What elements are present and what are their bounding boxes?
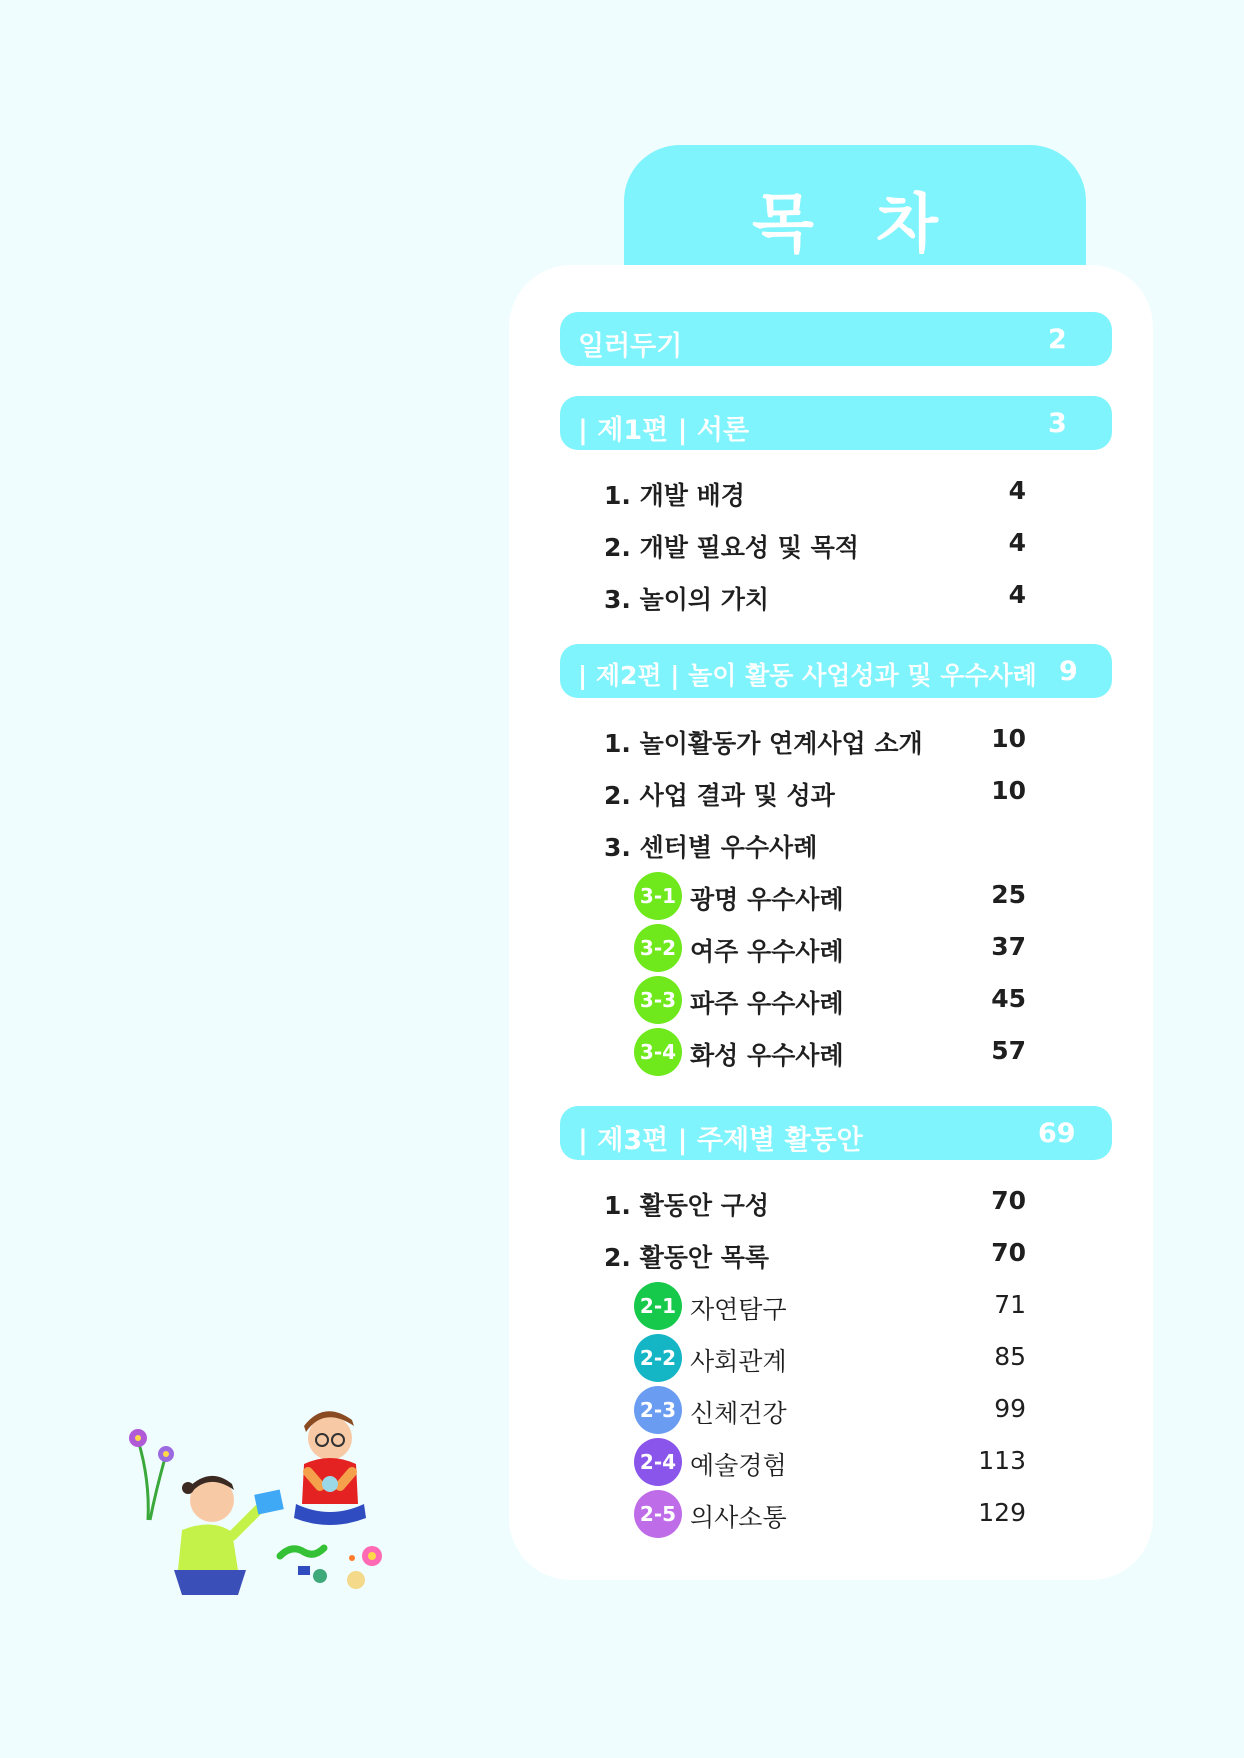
toc-item-page: 70 (991, 1238, 1026, 1267)
toc-section-intro[interactable] (560, 312, 1112, 366)
toc-subitem-label: 광명 우수사례 (690, 885, 844, 914)
toc-item-page: 10 (991, 724, 1026, 753)
toc-item-page: 71 (994, 1290, 1026, 1319)
toc-item-page: 37 (991, 932, 1026, 961)
toc-item-page: 129 (978, 1498, 1026, 1527)
toc-item[interactable]: 2. 사업 결과 및 성과 (604, 781, 835, 810)
toc-item-page: 10 (991, 776, 1026, 805)
toc-item-page: 57 (991, 1036, 1026, 1065)
badge: 2-4 (634, 1438, 682, 1486)
section-page: 2 (1048, 324, 1067, 355)
children-playing-illustration (120, 1380, 450, 1620)
toc-section-part1[interactable] (560, 396, 1112, 450)
toc-subitem-label: 사회관계 (690, 1347, 787, 1376)
badge: 3-2 (634, 924, 682, 972)
toc-item[interactable]: 2. 개발 필요성 및 목적 (604, 533, 859, 562)
section-label: | 제2편 | 놀이 활동 사업성과 및 우수사례 (578, 661, 1037, 690)
toc-subitem-label: 신체건강 (690, 1399, 787, 1428)
toc-item-page: 4 (1008, 580, 1026, 609)
toc-item[interactable]: 1. 활동안 구성 (604, 1191, 770, 1220)
toc-item-page: 25 (991, 880, 1026, 909)
toc-subitem-label: 여주 우수사례 (690, 937, 844, 966)
toc-section-part2[interactable] (560, 644, 1112, 698)
toc-section-part3[interactable] (560, 1106, 1112, 1160)
toc-card (509, 265, 1153, 1580)
page-title: 목 차 (752, 188, 958, 262)
section-page: 9 (1059, 656, 1078, 687)
badge: 3-4 (634, 1028, 682, 1076)
section-label: | 제3편 | 주제별 활동안 (578, 1125, 863, 1156)
title-tab (624, 145, 1086, 271)
toc-item[interactable]: 1. 개발 배경 (604, 481, 745, 510)
toc-item[interactable]: 3. 놀이의 가치 (604, 585, 770, 614)
toc-item-page: 99 (994, 1394, 1026, 1423)
section-page: 3 (1048, 408, 1067, 439)
toc-item-page: 45 (991, 984, 1026, 1013)
toc-subitem-label: 의사소통 (690, 1503, 787, 1532)
section-page: 69 (1038, 1118, 1076, 1149)
badge: 3-3 (634, 976, 682, 1024)
toc-subitem-label: 화성 우수사례 (690, 1041, 844, 1070)
badge: 2-1 (634, 1282, 682, 1330)
badge: 2-5 (634, 1490, 682, 1538)
toc-item-page: 4 (1008, 476, 1026, 505)
toc-item-page: 4 (1008, 528, 1026, 557)
toc-subitem-label: 자연탐구 (690, 1295, 787, 1324)
badge: 2-2 (634, 1334, 682, 1382)
toc-item[interactable]: 3. 센터별 우수사례 (604, 833, 818, 862)
badge: 2-3 (634, 1386, 682, 1434)
badge: 3-1 (634, 872, 682, 920)
toc-item[interactable]: 1. 놀이활동가 연계사업 소개 (604, 729, 923, 758)
section-label: | 제1편 | 서론 (578, 415, 750, 446)
toc-subitem-label: 예술경험 (690, 1451, 787, 1480)
toc-item-page: 85 (994, 1342, 1026, 1371)
section-label: 일러두기 (578, 331, 683, 362)
toc-item-page: 70 (991, 1186, 1026, 1215)
toc-item[interactable]: 2. 활동안 목록 (604, 1243, 770, 1272)
toc-item-page: 113 (978, 1446, 1026, 1475)
toc-subitem-label: 파주 우수사례 (690, 989, 844, 1018)
